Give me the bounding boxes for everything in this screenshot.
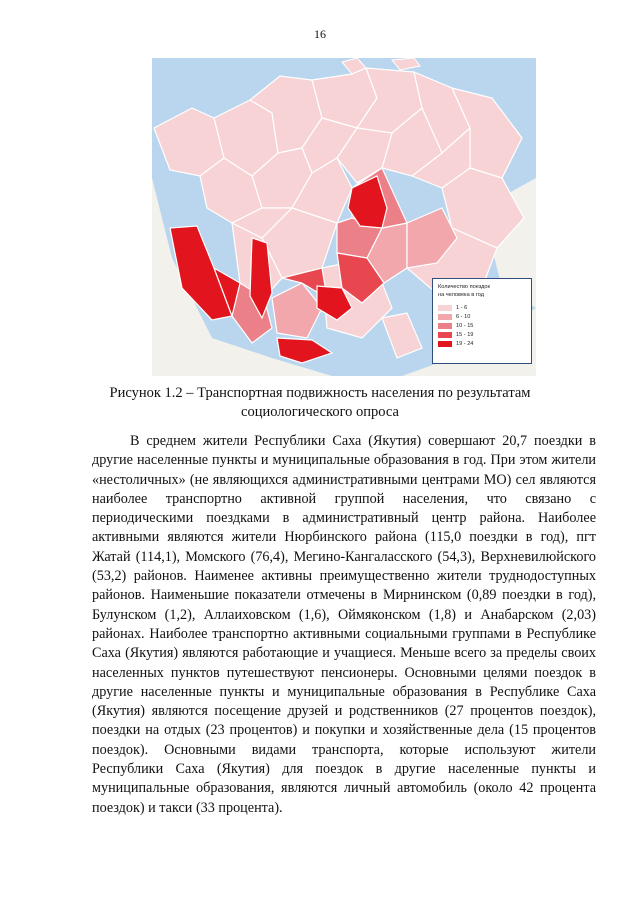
page-number: 16 (314, 27, 326, 41)
legend-title-line2: на человека в год (438, 292, 484, 298)
legend-swatch (438, 323, 452, 329)
legend-label: 10 - 15 (456, 322, 474, 329)
legend-swatch (438, 332, 452, 338)
legend-item (438, 312, 527, 321)
legend-item (438, 303, 527, 312)
legend-item (438, 330, 527, 339)
body-text (92, 432, 596, 818)
figure-caption (0, 384, 640, 422)
legend-label: 6 - 10 (456, 313, 471, 320)
choropleth-map (152, 58, 536, 376)
map-legend (432, 278, 532, 364)
body-paragraph: В среднем жители Республики Саха (Якутия) совершают 20,7 поездки в другие населенные пункты и муниципальные образования в год. При этом жители «нестоличных» (не являющихся административными центрами МО) сел являются наиболее транспортно активной группой населения, что связано с периодическими поездками в административный центр района. Наиболее активными являются жители Нюрбинского района (115,0 поездки в год), пгт Жатай (114,1), Момского (76,4), Мегино-Кангаласского (54,3), Верхневилюйского (53,2) районов. Наименее активны преимущественно жители труднодоступных районов. Наименьшие показатели отмечены в Мирнинском (0,89 поездки в год), Булунском (1,2), Аллаиховском (1,6), Оймяконском (1,8) и Анабарском (2,03) районах. Наиболее транспортно активными социальными группами в Республике Саха (Якутия) являются работающие и учащиеся. Меньше всего за пределы своих населенных пунктов путешествуют пенсионеры. Основными целями поездок в другие населенные пункты и муниципальные образования в Республике Саха (Якутия) являются посещение друзей и родственников (27 процентов поездок), поездки на отдых (23 процентов) и покупки и хозяйственные дела (15 процентов поездок). Основными видами транспорта, которые используют жители Республики Саха (Якутия) для поездок в другие населенные пункты и муниципальные образования, являются личный автомобиль (около 42 процента поездок) и такси (33 процента). (92, 433, 596, 816)
legend-swatch (438, 305, 452, 311)
legend-label: 19 - 24 (456, 340, 474, 347)
figure-caption-line2: социологического опроса (241, 404, 399, 420)
legend-label: 15 - 19 (456, 331, 474, 338)
legend-title-line1: Количество поездок (438, 284, 490, 290)
legend-title (438, 283, 527, 299)
legend-swatch (438, 341, 452, 347)
legend-swatch (438, 314, 452, 320)
legend-item (438, 339, 527, 348)
legend-label: 1 - 6 (456, 304, 468, 311)
figure-caption-line1: Рисунок 1.2 – Транспортная подвижность населения по результатам (109, 385, 531, 401)
legend-item (438, 321, 527, 330)
